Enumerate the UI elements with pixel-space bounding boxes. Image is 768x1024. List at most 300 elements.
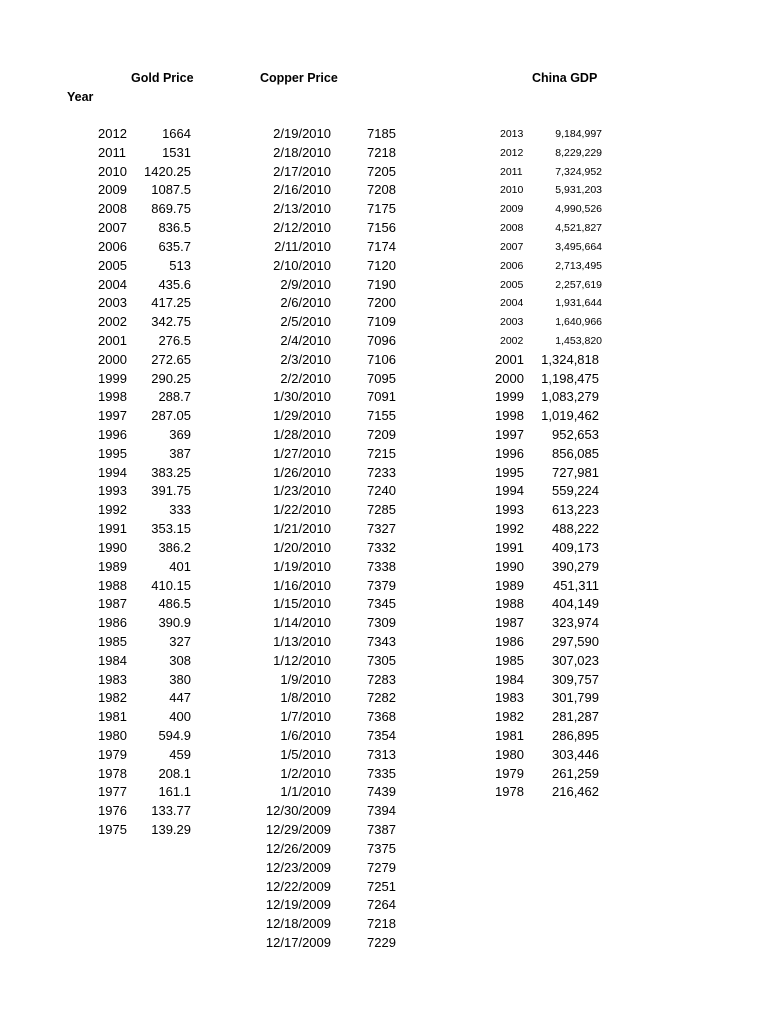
table-row — [480, 332, 620, 351]
gold-year-cell: 2007 — [98, 220, 127, 236]
table-row — [480, 200, 620, 219]
table-row — [230, 238, 410, 257]
table-row — [0, 501, 200, 520]
copper-price-cell: 7106 — [367, 351, 396, 367]
gdp-year-cell: 2013 — [500, 128, 524, 140]
copper-price-cell: 7354 — [367, 728, 396, 743]
gold-year-cell: 1988 — [98, 577, 127, 593]
gold-year-cell: 1977 — [98, 784, 127, 800]
gdp-year-cell: 1978 — [495, 784, 524, 800]
gdp-value-cell: 404,149 — [552, 596, 599, 612]
copper-date-cell: 1/22/2010 — [273, 502, 331, 518]
gold-price-cell: 287.05 — [151, 408, 191, 424]
copper-price-cell: 7095 — [367, 370, 396, 386]
gold-year-cell: 1992 — [98, 502, 127, 518]
table-row — [230, 671, 410, 690]
gold-price-cell: 594.9 — [158, 728, 191, 743]
gold-price-cell: 435.6 — [158, 276, 191, 292]
gold-year-cell: 2005 — [98, 257, 127, 273]
table-row — [230, 595, 410, 614]
table-row — [230, 445, 410, 464]
table-row — [0, 652, 200, 671]
gold-price-cell: 401 — [169, 558, 191, 574]
table-row — [480, 407, 620, 426]
gdp-year-cell: 2010 — [500, 184, 524, 197]
copper-date-cell: 2/10/2010 — [273, 257, 331, 273]
china-gdp-header: China GDP — [532, 71, 598, 85]
copper-price-cell: 7174 — [367, 238, 396, 254]
gold-year-cell: 1986 — [98, 615, 127, 631]
copper-date-cell: 12/19/2009 — [265, 897, 331, 913]
gdp-year-cell: 1992 — [495, 521, 524, 537]
gdp-value-cell: 286,895 — [552, 728, 599, 743]
table-row — [480, 464, 620, 483]
table-row — [480, 501, 620, 520]
gdp-value-cell: 1,453,820 — [555, 334, 602, 347]
table-row — [230, 501, 410, 520]
copper-date-cell: 1/1/2010 — [280, 784, 331, 800]
gdp-value-cell: 409,173 — [552, 539, 599, 555]
table-row — [480, 181, 620, 200]
gdp-value-cell: 5,931,203 — [555, 184, 602, 197]
gdp-value-cell: 1,931,644 — [555, 297, 602, 310]
gdp-year-cell: 1999 — [495, 389, 524, 405]
gold-price-cell: 161.1 — [158, 784, 191, 800]
gold-year-cell: 1982 — [98, 690, 127, 706]
gold-year-cell: 1980 — [98, 728, 127, 743]
copper-price-cell: 7279 — [367, 859, 396, 875]
copper-price-cell: 7185 — [367, 126, 396, 141]
copper-date-cell: 2/3/2010 — [280, 351, 331, 367]
gold-price-cell: 459 — [169, 746, 191, 762]
gdp-value-cell: 1,083,279 — [541, 389, 599, 405]
gold-price-cell: 447 — [169, 690, 191, 706]
gdp-value-cell: 1,640,966 — [555, 316, 602, 329]
table-row — [480, 276, 620, 295]
table-row — [230, 783, 410, 802]
table-row — [0, 144, 200, 163]
table-row — [0, 821, 200, 840]
copper-price-cell: 7375 — [367, 840, 396, 856]
table-row — [480, 313, 620, 332]
copper-date-cell: 12/23/2009 — [265, 859, 331, 875]
gold-price-cell: 327 — [169, 633, 191, 649]
table-row — [0, 520, 200, 539]
table-row — [230, 181, 410, 200]
gold-year-cell: 1990 — [98, 539, 127, 555]
table-row — [0, 370, 200, 389]
table-row — [0, 332, 200, 351]
table-row — [230, 802, 410, 821]
table-row — [480, 125, 620, 144]
table-row — [230, 520, 410, 539]
gdp-value-cell: 3,495,664 — [555, 240, 602, 253]
table-row — [480, 144, 620, 163]
gdp-value-cell: 7,324,952 — [555, 165, 602, 178]
table-row — [230, 313, 410, 332]
table-row — [0, 727, 200, 746]
table-row — [480, 727, 620, 746]
gdp-value-cell: 952,653 — [552, 427, 599, 442]
copper-date-cell: 12/18/2009 — [265, 916, 331, 932]
table-row — [230, 464, 410, 483]
gdp-value-cell: 281,287 — [552, 709, 599, 725]
gold-year-cell: 1979 — [98, 746, 127, 762]
table-row — [0, 181, 200, 200]
gdp-year-cell: 1988 — [495, 596, 524, 612]
copper-date-cell: 1/9/2010 — [280, 671, 331, 687]
table-row — [480, 370, 620, 389]
copper-date-cell: 1/13/2010 — [273, 633, 331, 649]
table-row — [0, 163, 200, 182]
copper-price-cell: 7332 — [367, 539, 396, 555]
table-row — [480, 783, 620, 802]
table-row — [480, 482, 620, 501]
gold-price-cell: 869.75 — [151, 201, 191, 217]
table-row — [480, 351, 620, 370]
gdp-year-cell: 2001 — [495, 351, 524, 367]
gdp-value-cell: 488,222 — [552, 521, 599, 537]
copper-date-cell: 2/18/2010 — [273, 144, 331, 160]
table-row — [0, 765, 200, 784]
copper-price-cell: 7208 — [367, 182, 396, 198]
gdp-value-cell: 261,259 — [552, 765, 599, 781]
gdp-year-cell: 1987 — [495, 615, 524, 631]
table-row — [0, 351, 200, 370]
gdp-value-cell: 1,324,818 — [541, 351, 599, 367]
gold-year-cell: 2008 — [98, 201, 127, 217]
gold-year-cell: 2000 — [98, 351, 127, 367]
table-row — [230, 633, 410, 652]
table-row — [480, 219, 620, 238]
table-row — [0, 671, 200, 690]
gold-price-cell: 276.5 — [158, 332, 191, 348]
gold-year-cell: 1996 — [98, 427, 127, 442]
gold-price-cell: 1420.25 — [144, 163, 191, 179]
copper-price-cell: 7338 — [367, 558, 396, 574]
gdp-year-cell: 2003 — [500, 316, 524, 329]
copper-date-cell: 2/5/2010 — [280, 314, 331, 330]
table-row — [480, 689, 620, 708]
gdp-value-cell: 297,590 — [552, 633, 599, 649]
table-row — [230, 840, 410, 859]
gdp-year-cell: 1984 — [495, 671, 524, 687]
copper-date-cell: 1/19/2010 — [273, 558, 331, 574]
gold-year-cell: 2010 — [98, 163, 127, 179]
table-row — [0, 708, 200, 727]
copper-date-cell: 2/16/2010 — [273, 182, 331, 198]
table-row — [480, 388, 620, 407]
gdp-year-cell: 1979 — [495, 765, 524, 781]
copper-price-table — [230, 125, 410, 953]
table-row — [230, 200, 410, 219]
copper-price-header: Copper Price — [260, 71, 338, 85]
copper-price-cell: 7368 — [367, 709, 396, 725]
gold-year-cell: 1999 — [98, 370, 127, 386]
gold-year-cell: 1997 — [98, 408, 127, 424]
copper-date-cell: 1/26/2010 — [273, 464, 331, 480]
gold-year-cell: 1995 — [98, 445, 127, 461]
gold-price-cell: 513 — [169, 257, 191, 273]
copper-price-cell: 7345 — [367, 596, 396, 612]
table-row — [230, 652, 410, 671]
gold-price-cell: 1087.5 — [151, 182, 191, 198]
gdp-year-cell: 2004 — [500, 297, 524, 310]
copper-price-cell: 7120 — [367, 257, 396, 273]
gold-price-cell: 342.75 — [151, 314, 191, 330]
copper-price-cell: 7309 — [367, 615, 396, 631]
gdp-year-cell: 1995 — [495, 464, 524, 480]
gdp-year-cell: 2006 — [500, 259, 524, 272]
copper-date-cell: 12/17/2009 — [265, 934, 331, 950]
gold-year-cell: 2009 — [98, 182, 127, 198]
copper-date-cell: 1/2/2010 — [280, 765, 331, 781]
copper-price-cell: 7218 — [367, 144, 396, 160]
copper-date-cell: 1/20/2010 — [273, 539, 331, 555]
gdp-value-cell: 8,229,229 — [555, 146, 602, 159]
gdp-value-cell: 559,224 — [552, 483, 599, 499]
gold-price-cell: 1664 — [162, 126, 191, 141]
gold-price-cell: 333 — [169, 502, 191, 518]
copper-price-cell: 7240 — [367, 483, 396, 499]
gold-year-cell: 2011 — [98, 144, 126, 160]
copper-date-cell: 12/29/2009 — [265, 822, 331, 838]
gdp-value-cell: 613,223 — [552, 502, 599, 518]
copper-price-cell: 7305 — [367, 652, 396, 668]
table-row — [230, 388, 410, 407]
gdp-value-cell: 2,713,495 — [555, 259, 602, 272]
gdp-year-cell: 1994 — [495, 483, 524, 499]
copper-date-cell: 1/30/2010 — [273, 389, 331, 405]
gold-year-cell: 1989 — [98, 558, 127, 574]
gold-price-cell: 635.7 — [158, 238, 191, 254]
copper-price-cell: 7229 — [367, 934, 396, 950]
copper-price-cell: 7233 — [367, 464, 396, 480]
table-row — [230, 370, 410, 389]
table-row — [0, 125, 200, 144]
table-row — [230, 689, 410, 708]
gold-year-cell: 2004 — [98, 276, 127, 292]
gold-year-cell: 2003 — [98, 295, 127, 311]
gdp-year-cell: 1996 — [495, 445, 524, 461]
copper-date-cell: 2/9/2010 — [280, 276, 331, 292]
gold-price-cell: 380 — [169, 671, 191, 687]
table-row — [480, 577, 620, 596]
gdp-year-cell: 1981 — [495, 728, 524, 743]
table-row — [230, 727, 410, 746]
gold-year-cell: 1976 — [98, 803, 127, 819]
gold-year-cell: 1987 — [98, 596, 127, 612]
copper-price-cell: 7155 — [367, 408, 396, 424]
gold-price-cell: 272.65 — [151, 351, 191, 367]
gold-price-cell: 417.25 — [151, 295, 191, 311]
gdp-value-cell: 303,446 — [552, 746, 599, 762]
table-row — [0, 200, 200, 219]
table-row — [230, 426, 410, 445]
gdp-value-cell: 309,757 — [552, 671, 599, 687]
gold-price-cell: 133.77 — [151, 803, 191, 819]
gdp-value-cell: 856,085 — [552, 445, 599, 461]
copper-price-cell: 7439 — [367, 784, 396, 800]
table-row — [230, 539, 410, 558]
gold-year-cell: 1975 — [98, 822, 127, 838]
gdp-value-cell: 301,799 — [552, 690, 599, 706]
table-row — [230, 558, 410, 577]
table-row — [230, 276, 410, 295]
gdp-year-cell: 1985 — [495, 652, 524, 668]
table-row — [230, 934, 410, 953]
gold-year-cell: 1993 — [98, 483, 127, 499]
table-row — [480, 257, 620, 276]
copper-date-cell: 2/4/2010 — [280, 332, 331, 348]
copper-date-cell: 2/12/2010 — [273, 220, 331, 236]
gold-year-cell: 1981 — [98, 709, 127, 725]
table-row — [0, 294, 200, 313]
table-row — [480, 445, 620, 464]
gold-price-cell: 390.9 — [158, 615, 191, 631]
copper-date-cell: 12/22/2009 — [265, 878, 331, 894]
table-row — [480, 708, 620, 727]
copper-date-cell: 1/28/2010 — [273, 427, 331, 442]
gdp-year-cell: 1990 — [495, 558, 524, 574]
table-row — [480, 539, 620, 558]
table-row — [230, 351, 410, 370]
table-row — [480, 426, 620, 445]
table-row — [230, 144, 410, 163]
table-row — [0, 689, 200, 708]
copper-date-cell: 2/19/2010 — [273, 126, 331, 141]
table-row — [230, 896, 410, 915]
copper-price-cell: 7209 — [367, 427, 396, 442]
gdp-year-cell: 2008 — [500, 222, 524, 235]
table-row — [0, 388, 200, 407]
gdp-year-cell: 1998 — [495, 408, 524, 424]
copper-date-cell: 1/5/2010 — [280, 746, 331, 762]
table-row — [0, 783, 200, 802]
gdp-value-cell: 307,023 — [552, 652, 599, 668]
copper-date-cell: 2/13/2010 — [273, 201, 331, 217]
copper-price-cell: 7251 — [367, 878, 396, 894]
table-row — [0, 595, 200, 614]
table-row — [230, 125, 410, 144]
copper-price-cell: 7282 — [367, 690, 396, 706]
gdp-year-cell: 2007 — [500, 240, 524, 253]
gdp-value-cell: 1,198,475 — [541, 370, 599, 386]
gdp-year-cell: 2000 — [495, 370, 524, 386]
gold-year-cell: 2006 — [98, 238, 127, 254]
gdp-year-cell: 1980 — [495, 746, 524, 762]
gold-year-cell: 1994 — [98, 464, 127, 480]
gold-price-cell: 288.7 — [158, 389, 191, 405]
table-row — [0, 577, 200, 596]
copper-date-cell: 1/6/2010 — [280, 728, 331, 743]
copper-date-cell: 1/27/2010 — [273, 445, 331, 461]
copper-price-cell: 7264 — [367, 897, 396, 913]
copper-price-cell: 7091 — [367, 389, 396, 405]
table-row — [230, 915, 410, 934]
table-row — [0, 407, 200, 426]
table-row — [230, 332, 410, 351]
copper-price-cell: 7200 — [367, 295, 396, 311]
gdp-value-cell: 1,019,462 — [541, 408, 599, 424]
table-row — [230, 407, 410, 426]
table-row — [480, 558, 620, 577]
table-row — [0, 614, 200, 633]
gold-year-cell: 2002 — [98, 314, 127, 330]
table-row — [230, 878, 410, 897]
gold-price-table — [0, 125, 200, 840]
gold-year-cell: 2012 — [98, 126, 127, 141]
copper-date-cell: 1/29/2010 — [273, 408, 331, 424]
copper-price-cell: 7218 — [367, 916, 396, 932]
table-row — [0, 313, 200, 332]
copper-price-cell: 7215 — [367, 445, 396, 461]
copper-price-cell: 7387 — [367, 822, 396, 838]
gdp-year-cell: 1986 — [495, 633, 524, 649]
copper-date-cell: 12/30/2009 — [265, 803, 331, 819]
table-row — [230, 482, 410, 501]
copper-price-cell: 7343 — [367, 633, 396, 649]
gold-year-cell: 2001 — [98, 332, 127, 348]
copper-date-cell: 2/17/2010 — [273, 163, 331, 179]
gdp-year-cell: 2012 — [500, 146, 524, 159]
gdp-year-cell: 1993 — [495, 502, 524, 518]
copper-price-cell: 7175 — [367, 201, 396, 217]
table-row — [230, 859, 410, 878]
gold-year-cell: 1983 — [98, 671, 127, 687]
table-row — [0, 633, 200, 652]
table-row — [0, 746, 200, 765]
table-row — [480, 765, 620, 784]
table-row — [0, 257, 200, 276]
gdp-value-cell: 2,257,619 — [555, 278, 602, 291]
gold-price-cell: 836.5 — [158, 220, 191, 236]
gold-price-cell: 208.1 — [158, 765, 191, 781]
copper-date-cell: 12/26/2009 — [265, 840, 331, 856]
table-row — [230, 708, 410, 727]
gdp-value-cell: 9,184,997 — [555, 128, 602, 140]
gdp-value-cell: 727,981 — [552, 464, 599, 480]
copper-date-cell: 1/16/2010 — [273, 577, 331, 593]
table-row — [230, 765, 410, 784]
gdp-value-cell: 216,462 — [552, 784, 599, 800]
copper-price-cell: 7327 — [367, 521, 396, 537]
table-row — [480, 746, 620, 765]
table-row — [480, 520, 620, 539]
gold-price-cell: 369 — [169, 427, 191, 442]
gold-price-cell: 391.75 — [151, 483, 191, 499]
table-row — [230, 821, 410, 840]
copper-price-cell: 7379 — [367, 577, 396, 593]
china-gdp-table — [480, 125, 620, 802]
gdp-year-cell: 1983 — [495, 690, 524, 706]
gdp-year-cell: 2009 — [500, 203, 524, 216]
table-row — [480, 614, 620, 633]
copper-price-cell: 7283 — [367, 671, 396, 687]
gdp-value-cell: 390,279 — [552, 558, 599, 574]
gdp-year-cell: 1997 — [495, 427, 524, 442]
gold-price-cell: 353.15 — [151, 521, 191, 537]
gdp-year-cell: 1991 — [495, 539, 524, 555]
table-row — [230, 577, 410, 596]
table-row — [0, 445, 200, 464]
copper-date-cell: 1/7/2010 — [280, 709, 331, 725]
copper-price-cell: 7335 — [367, 765, 396, 781]
gold-year-cell: 1991 — [98, 521, 127, 537]
gdp-value-cell: 4,990,526 — [555, 203, 602, 216]
gdp-value-cell: 451,311 — [552, 577, 599, 593]
table-row — [0, 238, 200, 257]
